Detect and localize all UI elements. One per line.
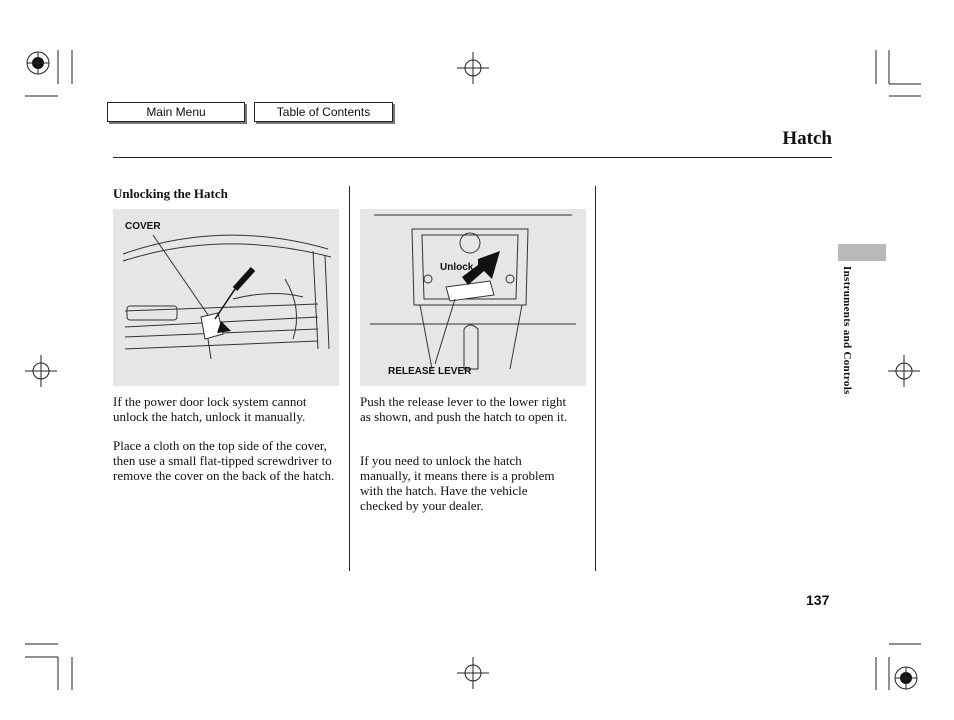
col2-paragraph-1: Push the release lever to the lower right as shown, and push the hatch to open it. [360,394,568,424]
section-tab-marker [838,244,886,261]
release-lever-drawing [360,209,586,386]
release-lever-illustration [360,209,586,386]
title-rule [113,157,832,158]
cover-illustration [113,209,339,386]
page-number: 137 [806,592,830,608]
column-divider-2 [595,186,596,571]
column-divider-1 [349,186,350,571]
cover-label: COVER [125,221,161,232]
col2-paragraph-2: If you need to unlock the hatch manually, it means there is a problem with the hatch. Have the vehicle checked by your dealer. [360,453,555,513]
table-of-contents-button[interactable]: Table of Contents [254,102,393,122]
hatch-cover-drawing [113,209,339,386]
col1-paragraph-2: Place a cloth on the top side of the cover, then use a small flat-tipped screwdriver to remove the cover on the back of the hatch. [113,438,335,483]
main-menu-button[interactable]: Main Menu [107,102,245,122]
section-heading: Unlocking the Hatch [113,186,228,201]
section-tab-label: Instruments and Controls [841,266,853,395]
page-title: Hatch [782,128,832,149]
release-lever-label: RELEASE LEVER [388,366,472,377]
col1-paragraph-1: If the power door lock system cannot unlock the hatch, unlock it manually. [113,394,307,424]
unlock-label: Unlock [440,262,474,273]
